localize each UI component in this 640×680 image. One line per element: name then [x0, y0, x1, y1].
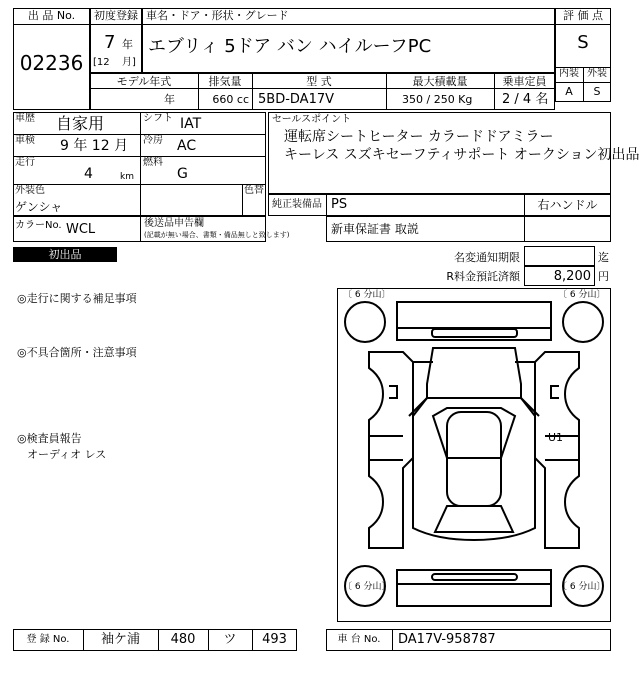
color-no-label: カラーNo.: [15, 220, 62, 231]
reg-area: 袖ケ浦: [100, 632, 140, 647]
max-load-value: 350 / 250 Kg: [402, 93, 473, 106]
capacity-label: 乗車定員: [502, 75, 547, 88]
displacement-value: 660 cc: [212, 93, 249, 106]
defects-label: ◎不具合箇所・注意事項: [17, 346, 137, 359]
interior-label: 内装: [559, 68, 579, 79]
deadline-box: [524, 246, 595, 266]
reg-class: 480: [170, 632, 196, 647]
first-listing-text: 初出品: [48, 248, 82, 261]
driving-notes-label: ◎走行に関する補足事項: [17, 292, 137, 305]
grade-value: S: [577, 32, 589, 53]
reg-number: 493: [262, 632, 287, 647]
displacement-label: 排気量: [208, 75, 242, 88]
deadline-unit: 迄: [598, 251, 609, 264]
recycle-label: R料金預託済額: [446, 270, 520, 283]
fuel-label: 燃料: [143, 157, 163, 168]
reg-kana: ツ: [223, 632, 237, 647]
tire-fr: 〔 6 分山〕: [558, 290, 606, 300]
first-reg-month: [12: [93, 57, 110, 68]
equipment-value: PS: [331, 197, 348, 212]
first-reg-year-unit: 年: [122, 38, 133, 51]
history-value: 自家用: [56, 114, 105, 133]
exterior-label: 外装: [587, 68, 607, 79]
model-year-label: モデル年式: [116, 75, 172, 88]
car-name-label: 車名・ドア・形状・グレード: [146, 9, 289, 22]
mileage-value: 4: [84, 166, 93, 182]
fuel-value: G: [177, 166, 188, 182]
car-body-diagram: [337, 288, 611, 622]
damage-mark-u1: U1: [548, 431, 564, 444]
car-name-value: エブリィ 5ドア バン ハイルーフPC: [148, 36, 432, 57]
lot-no-label: 出 品 No.: [27, 9, 76, 22]
post-report-note: (記載が無い場合、書類・備品無しと致します): [144, 231, 290, 239]
equipment-label: 純正装備品: [272, 199, 322, 210]
first-reg-month-unit: 月]: [122, 57, 136, 68]
deadline-label: 名変通知期限: [454, 251, 520, 264]
mileage-unit: km: [120, 172, 134, 182]
history-label: 車歴: [15, 113, 35, 124]
lot-no-value: 02236: [19, 51, 84, 75]
tire-rl: 〔 6 分山〕: [343, 582, 391, 592]
type-label: 型 式: [306, 75, 332, 88]
interior-grade: A: [565, 85, 573, 98]
warranty-value: 新車保証書 取説: [331, 222, 419, 236]
inspection-value: 9 年 12 月: [60, 138, 129, 154]
tire-rear-left-icon: [345, 566, 385, 606]
sales-point-label: セールスポイント: [272, 114, 352, 125]
tire-fl: 〔 6 分山〕: [343, 290, 391, 300]
grade-label: 評 価 点: [563, 9, 603, 22]
shift-label: シフト: [143, 113, 173, 124]
capacity-value: 2 / 4 名: [502, 92, 549, 107]
recycle-unit: 円: [598, 270, 609, 283]
inspection-label: 車検: [15, 135, 35, 146]
color-value: ゲンシャ: [15, 200, 63, 214]
first-reg-label: 初度登録: [94, 9, 138, 22]
exterior-grade: S: [593, 85, 601, 98]
recycle-value: 8,200: [553, 269, 591, 284]
inspector-label: ◎検査員報告: [17, 432, 82, 445]
tire-rear-right-icon: [563, 566, 603, 606]
ac-value: AC: [177, 138, 197, 154]
sales-point-line1: 運転席シートヒーター カラードドアミラー: [284, 129, 554, 145]
color-no-value: WCL: [66, 222, 96, 237]
color-label: 外装色: [15, 185, 45, 196]
tire-front-right-icon: [563, 302, 603, 342]
post-report-label: 後送品申告欄: [144, 218, 204, 229]
reg-label: 登 録 No.: [26, 634, 70, 645]
chassis-value: DA17V-958787: [398, 632, 496, 647]
color-change-label: 色替: [244, 185, 264, 196]
handle-value: 右ハンドル: [537, 198, 598, 212]
tire-front-left-icon: [345, 302, 385, 342]
ac-label: 冷房: [143, 135, 163, 146]
first-reg-year: 7: [104, 32, 116, 53]
max-load-label: 最大積載量: [412, 75, 468, 88]
inspector-value: オーディオ レス: [27, 448, 107, 461]
shift-value: IAT: [180, 116, 202, 132]
tire-rr: 〔 6 分山〕: [558, 582, 606, 592]
mileage-label: 走行: [15, 157, 35, 168]
type-value: 5BD-DA17V: [258, 92, 335, 107]
model-year-unit: 年: [164, 93, 175, 106]
chassis-label: 車 台 No.: [337, 634, 381, 645]
sales-point-line2: キーレス スズキセーフティサポート オークション初出品: [284, 147, 640, 163]
